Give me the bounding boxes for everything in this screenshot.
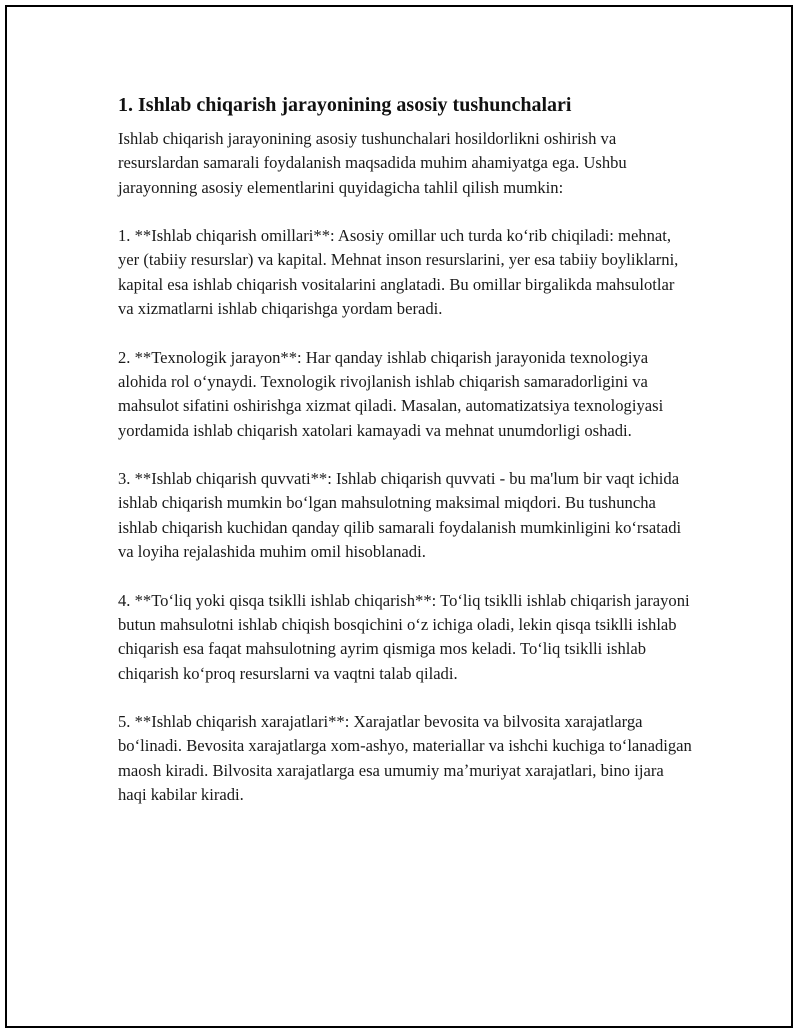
paragraph-production-cycle: 4. **Toʻliq yoki qisqa tsiklli ishlab chiqarish**: Toʻliq tsiklli ishlab chiqarish jarayoni butun mahsulotni ishlab chiqish bosqichini oʻz ichiga oladi, lekin qisqa tsiklli ishlab chiqarish esa faqat mahsulotning ayrim qismiga mos keladi. Toʻliq tsiklli ishlab chiqarish koʻproq resurslarni va vaqtni talab qiladi. [118, 590, 690, 683]
intro-paragraph: Ishlab chiqarish jarayonining asosiy tushunchalari hosildorlikni oshirish va resurslardan samarali foydalanish maqsadida muhim ahamiyatga ega. Ushbu jarayonning asosiy elementlarini quyidagicha tahlil qilish mumkin: [118, 129, 627, 197]
paragraph-production-costs: 5. **Ishlab chiqarish xarajatlari**: Xarajatlar bevosita va bilvosita xarajatlarga boʻlinadi. Bevosita xarajatlarga xom-ashyo, materiallar va ishchi kuchiga toʻlanadigan maosh kiradi. Bilvosita xarajatlarga esa umumiy maʼmuriyat xarajatlari, bino ijara haqi kabilar kiradi. [118, 712, 692, 805]
paragraph-technological-process: 2. **Texnologik jarayon**: Har qanday ishlab chiqarish jarayonida texnologiya alohida rol oʻynaydi. Texnologik rivojlanish ishlab chiqarish samaradorligini va mahsulot sifatini oshirishga xizmat qiladi. Masalan, automatizatsiya texnologiyasi yordamida ishlab chiqarish xatolari kamayadi va mehnat unumdorligi oshadi. [118, 347, 664, 440]
paragraph-production-capacity: 3. **Ishlab chiqarish quvvati**: Ishlab chiqarish quvvati - bu ma'lum bir vaqt ichida ishlab chiqarish mumkin boʻlgan mahsulotning maksimal miqdori. Bu tushuncha ishlab chiqarish kuchidan qanday qilib samarali foydalanish mumkinligini koʻrsatadi va loyiha rejalashida muhim omil hisoblanadi. [118, 469, 682, 562]
document-body [113, 92, 693, 832]
section-heading: 1. Ishlab chiqarish jarayonining asosiy tushunchalari [118, 94, 572, 116]
paragraph-production-factors: 1. **Ishlab chiqarish omillari**: Asosiy omillar uch turda koʻrib chiqiladi: mehnat, yer (tabiiy resurslar) va kapital. Mehnat inson resurslarini, yer esa tabiiy boyliklarni, kapital esa ishlab chiqarish vositalarini anglatadi. Bu omillar birgalikda mahsulotlar va xizmatlarni ishlab chiqarishga yordam beradi. [118, 226, 679, 319]
